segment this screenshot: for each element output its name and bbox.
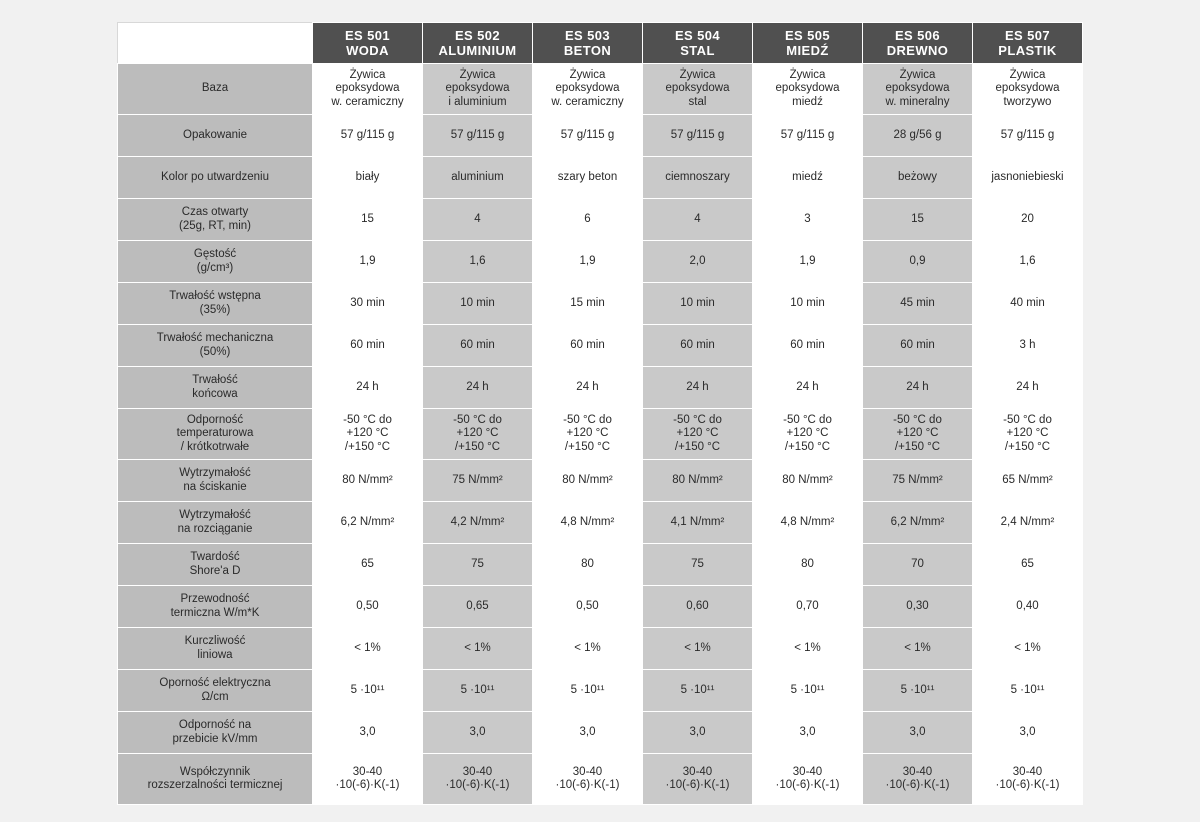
product-code: ES 505: [784, 28, 831, 43]
table-cell: 80 N/mm²: [313, 460, 423, 502]
table-cell: 24 h: [973, 367, 1083, 409]
table-cell: 80 N/mm²: [753, 460, 863, 502]
table-cell: 3,0: [533, 712, 643, 754]
product-name: PLASTIK: [998, 43, 1057, 58]
table-cell: 5 ·10¹¹: [753, 670, 863, 712]
table-row: [118, 460, 1083, 502]
table-header: [118, 23, 1083, 64]
product-spec-table: [117, 22, 1083, 805]
table-cell: 15 min: [533, 283, 643, 325]
table-cell: 30-40 ·10(-6)·K(-1): [313, 754, 423, 805]
header-product-es506: [863, 23, 973, 64]
table-cell: 20: [973, 199, 1083, 241]
product-name: BETON: [563, 43, 612, 58]
table-cell: szary beton: [533, 157, 643, 199]
table-cell: 24 h: [643, 367, 753, 409]
table-row: [118, 586, 1083, 628]
product-name: STAL: [680, 43, 715, 58]
table-cell: 4,8 N/mm²: [533, 502, 643, 544]
table-cell: 0,60: [643, 586, 753, 628]
table-cell: 65: [313, 544, 423, 586]
table-cell: 57 g/115 g: [753, 115, 863, 157]
table-row: [118, 157, 1083, 199]
table-cell: jasnoniebieski: [973, 157, 1083, 199]
row-label: Opakowanie: [118, 115, 313, 157]
table-cell: -50 °C do +120 °C /+150 °C: [973, 409, 1083, 460]
table-row: [118, 325, 1083, 367]
table-cell: 30-40 ·10(-6)·K(-1): [423, 754, 533, 805]
table-cell: < 1%: [863, 628, 973, 670]
product-name: ALUMINIUM: [438, 43, 517, 58]
row-label: Odporność na przebicie kV/mm: [118, 712, 313, 754]
table-row: [118, 628, 1083, 670]
table-cell: 30-40 ·10(-6)·K(-1): [863, 754, 973, 805]
table-cell: 60 min: [643, 325, 753, 367]
table-cell: 3,0: [643, 712, 753, 754]
table-cell: < 1%: [313, 628, 423, 670]
table-cell: 10 min: [423, 283, 533, 325]
table-cell: Żywica epoksydowa w. ceramiczny: [313, 64, 423, 115]
row-label: Czas otwarty (25g, RT, min): [118, 199, 313, 241]
table-cell: 1,9: [753, 241, 863, 283]
table-cell: 30-40 ·10(-6)·K(-1): [973, 754, 1083, 805]
table-cell: 0,65: [423, 586, 533, 628]
table-cell: 10 min: [643, 283, 753, 325]
table-cell: 24 h: [753, 367, 863, 409]
table-cell: Żywica epoksydowa tworzywo: [973, 64, 1083, 115]
table-cell: < 1%: [753, 628, 863, 670]
table-row: [118, 199, 1083, 241]
table-cell: 3,0: [863, 712, 973, 754]
table-cell: 45 min: [863, 283, 973, 325]
product-name: DREWNO: [886, 43, 949, 58]
table-cell: 4,1 N/mm²: [643, 502, 753, 544]
row-label: Wytrzymałość na rozciąganie: [118, 502, 313, 544]
table-cell: Żywica epoksydowa w. mineralny: [863, 64, 973, 115]
table-row: [118, 754, 1083, 805]
table-row: [118, 367, 1083, 409]
table-cell: -50 °C do +120 °C /+150 °C: [863, 409, 973, 460]
table-cell: 28 g/56 g: [863, 115, 973, 157]
table-cell: 1,6: [973, 241, 1083, 283]
table-cell: biały: [313, 157, 423, 199]
header-product-es501: [313, 23, 423, 64]
row-label: Trwałość wstępna (35%): [118, 283, 313, 325]
table-cell: 1,9: [313, 241, 423, 283]
table-cell: 70: [863, 544, 973, 586]
table-cell: 60 min: [863, 325, 973, 367]
table-cell: miedź: [753, 157, 863, 199]
table-cell: 57 g/115 g: [533, 115, 643, 157]
table-cell: 3,0: [973, 712, 1083, 754]
table-row: [118, 712, 1083, 754]
table-cell: 10 min: [753, 283, 863, 325]
table-cell: 15: [313, 199, 423, 241]
table-cell: 65 N/mm²: [973, 460, 1083, 502]
table-cell: 3,0: [313, 712, 423, 754]
table-cell: 4: [643, 199, 753, 241]
table-cell: < 1%: [643, 628, 753, 670]
table-cell: 0,9: [863, 241, 973, 283]
table-cell: 57 g/115 g: [973, 115, 1083, 157]
row-label: Trwałość końcowa: [118, 367, 313, 409]
table-cell: 60 min: [313, 325, 423, 367]
table-cell: 80 N/mm²: [643, 460, 753, 502]
table-cell: 57 g/115 g: [423, 115, 533, 157]
table-row: [118, 64, 1083, 115]
table-cell: 60 min: [423, 325, 533, 367]
table-cell: 3 h: [973, 325, 1083, 367]
table-cell: 4,2 N/mm²: [423, 502, 533, 544]
table-cell: 30-40 ·10(-6)·K(-1): [643, 754, 753, 805]
table-row: [118, 241, 1083, 283]
table-cell: 75 N/mm²: [423, 460, 533, 502]
product-code: ES 503: [564, 28, 611, 43]
table-cell: 30-40 ·10(-6)·K(-1): [533, 754, 643, 805]
table-cell: 6: [533, 199, 643, 241]
table-cell: aluminium: [423, 157, 533, 199]
table-cell: -50 °C do +120 °C /+150 °C: [753, 409, 863, 460]
header-corner-cell: [118, 23, 313, 64]
table-cell: 15: [863, 199, 973, 241]
header-product-es503: [533, 23, 643, 64]
header-product-es504: [643, 23, 753, 64]
table-row: [118, 115, 1083, 157]
table-cell: 60 min: [753, 325, 863, 367]
table-cell: 6,2 N/mm²: [313, 502, 423, 544]
table-cell: < 1%: [423, 628, 533, 670]
row-label: Oporność elektryczna Ω/cm: [118, 670, 313, 712]
row-label: Współczynnik rozszerzalności termicznej: [118, 754, 313, 805]
table-cell: 5 ·10¹¹: [423, 670, 533, 712]
table-cell: -50 °C do +120 °C /+150 °C: [533, 409, 643, 460]
table-cell: 80 N/mm²: [533, 460, 643, 502]
table-cell: 65: [973, 544, 1083, 586]
table-cell: 24 h: [313, 367, 423, 409]
table-cell: 80: [533, 544, 643, 586]
table-cell: 0,40: [973, 586, 1083, 628]
table-cell: 5 ·10¹¹: [863, 670, 973, 712]
product-name: WODA: [346, 43, 389, 58]
row-label: Trwałość mechaniczna (50%): [118, 325, 313, 367]
table-cell: 2,0: [643, 241, 753, 283]
row-label: Baza: [118, 64, 313, 115]
table-cell: 5 ·10¹¹: [533, 670, 643, 712]
table-cell: 4,8 N/mm²: [753, 502, 863, 544]
table-cell: 0,30: [863, 586, 973, 628]
table-row: [118, 502, 1083, 544]
table-cell: 3: [753, 199, 863, 241]
table-cell: 0,50: [313, 586, 423, 628]
header-product-es507: [973, 23, 1083, 64]
product-code: ES 502: [454, 28, 501, 43]
table-row: [118, 409, 1083, 460]
table-cell: -50 °C do +120 °C /+150 °C: [423, 409, 533, 460]
row-label: Kurczliwość liniowa: [118, 628, 313, 670]
row-label: Odporność temperaturowa / krótkotrwałe: [118, 409, 313, 460]
product-name: MIEDŹ: [786, 43, 829, 58]
table-cell: 2,4 N/mm²: [973, 502, 1083, 544]
table-cell: 5 ·10¹¹: [643, 670, 753, 712]
table-cell: 4: [423, 199, 533, 241]
product-code: ES 501: [344, 28, 391, 43]
product-code: ES 507: [1004, 28, 1051, 43]
row-label: Kolor po utwardzeniu: [118, 157, 313, 199]
table-cell: 24 h: [533, 367, 643, 409]
table-cell: 30 min: [313, 283, 423, 325]
product-code: ES 504: [674, 28, 721, 43]
table-cell: 1,6: [423, 241, 533, 283]
table-cell: 24 h: [863, 367, 973, 409]
table-cell: 57 g/115 g: [643, 115, 753, 157]
table-cell: 40 min: [973, 283, 1083, 325]
table-cell: 80: [753, 544, 863, 586]
table-row: [118, 544, 1083, 586]
header-product-es502: [423, 23, 533, 64]
row-label: Twardość Shore'a D: [118, 544, 313, 586]
header-row: [118, 23, 1083, 64]
table-cell: 1,9: [533, 241, 643, 283]
table-cell: 0,50: [533, 586, 643, 628]
table-cell: 0,70: [753, 586, 863, 628]
table-cell: Żywica epoksydowa w. ceramiczny: [533, 64, 643, 115]
table-cell: Żywica epoksydowa miedź: [753, 64, 863, 115]
row-label: Wytrzymałość na ściskanie: [118, 460, 313, 502]
table-cell: 60 min: [533, 325, 643, 367]
table-cell: < 1%: [973, 628, 1083, 670]
row-label: Przewodność termiczna W/m*K: [118, 586, 313, 628]
table-cell: 5 ·10¹¹: [313, 670, 423, 712]
table-cell: ciemnoszary: [643, 157, 753, 199]
table-cell: -50 °C do +120 °C /+150 °C: [313, 409, 423, 460]
table-cell: 24 h: [423, 367, 533, 409]
table-cell: 75: [643, 544, 753, 586]
table-body: [118, 64, 1083, 805]
table-cell: 5 ·10¹¹: [973, 670, 1083, 712]
table-cell: Żywica epoksydowa stal: [643, 64, 753, 115]
table-cell: 57 g/115 g: [313, 115, 423, 157]
table-cell: 30-40 ·10(-6)·K(-1): [753, 754, 863, 805]
table-cell: 3,0: [423, 712, 533, 754]
header-product-es505: [753, 23, 863, 64]
table-cell: < 1%: [533, 628, 643, 670]
table-row: [118, 283, 1083, 325]
row-label: Gęstość (g/cm³): [118, 241, 313, 283]
table-cell: 6,2 N/mm²: [863, 502, 973, 544]
table-cell: -50 °C do +120 °C /+150 °C: [643, 409, 753, 460]
table-cell: Żywica epoksydowa i aluminium: [423, 64, 533, 115]
table-cell: 75: [423, 544, 533, 586]
product-code: ES 506: [894, 28, 941, 43]
table-row: [118, 670, 1083, 712]
table-cell: beżowy: [863, 157, 973, 199]
table-cell: 3,0: [753, 712, 863, 754]
table-cell: 75 N/mm²: [863, 460, 973, 502]
